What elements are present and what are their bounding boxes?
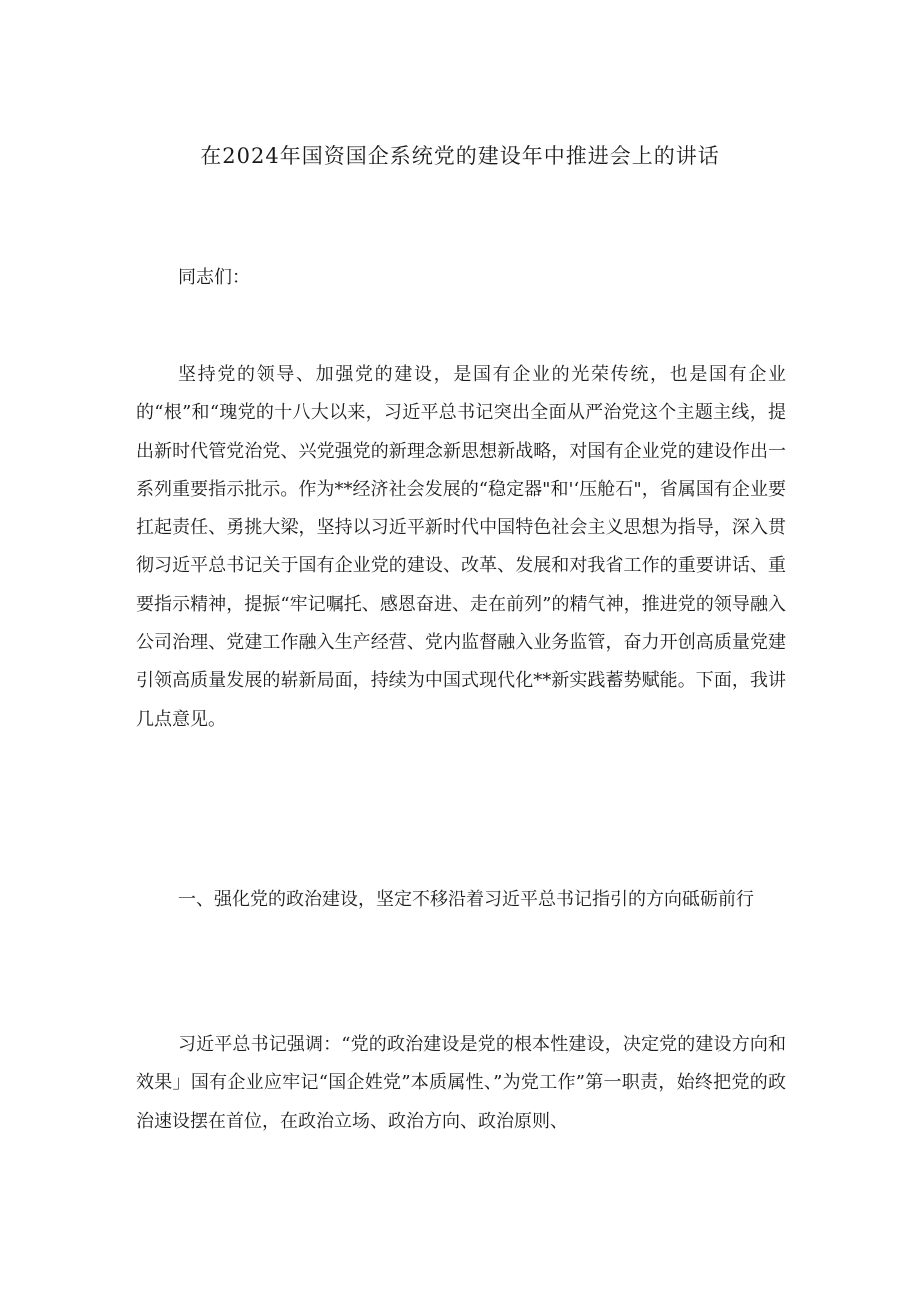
body-paragraph-1: 坚持党的领导、加强党的建设，是国有企业的光荣传统，也是国有企业的“根”和“瑰党的十八大以来，习近平总书记突出全面从严治党这个主题主线，提出新时代管党治党、兴党强党的新理念新思想新战略，对国有企业党的建设作出一系列重要指示批示。作为**经济社会发展的“稳定器"和'‘压舱石"，省属国有企业要扛起责任、勇挑大梁，坚持以习近平新时代中国特色社会主义思想为指导，深入贯彻习近平总书记关于国有企业党的建设、改革、发展和对我省工作的重要讲话、重要指示精神，提振“牢记嘱托、感恩奋进、走在前列”的精气神，推进党的领导融入公司治理、党建工作融入生产经营、党内监督融入业务监管，奋力开创高质量党建引领高质量发展的崭新局面，持续为中国式现代化**新实践蓄势赋能。下面，我讲几点意见。 (136, 364, 786, 730)
body-paragraph-2: 习近平总书记强调：“党的政治建设是党的根本性建设，决定党的建设方向和效果」国有企业应牢记“国企姓党”本质属性、”为党工作”第一职责，始终把党的政治速设摆在首位，在政治立场、政治方向、政治原则、 (136, 1034, 786, 1132)
salutation: 同志们： (178, 267, 250, 288)
document-title: 在2024年国资国企系统党的建设年中推进会上的讲话 (200, 144, 720, 168)
section-heading-1: 一、强化党的政治建设，坚定不移沿着习近平总书记指引的方向砥砺前行 (178, 889, 754, 910)
